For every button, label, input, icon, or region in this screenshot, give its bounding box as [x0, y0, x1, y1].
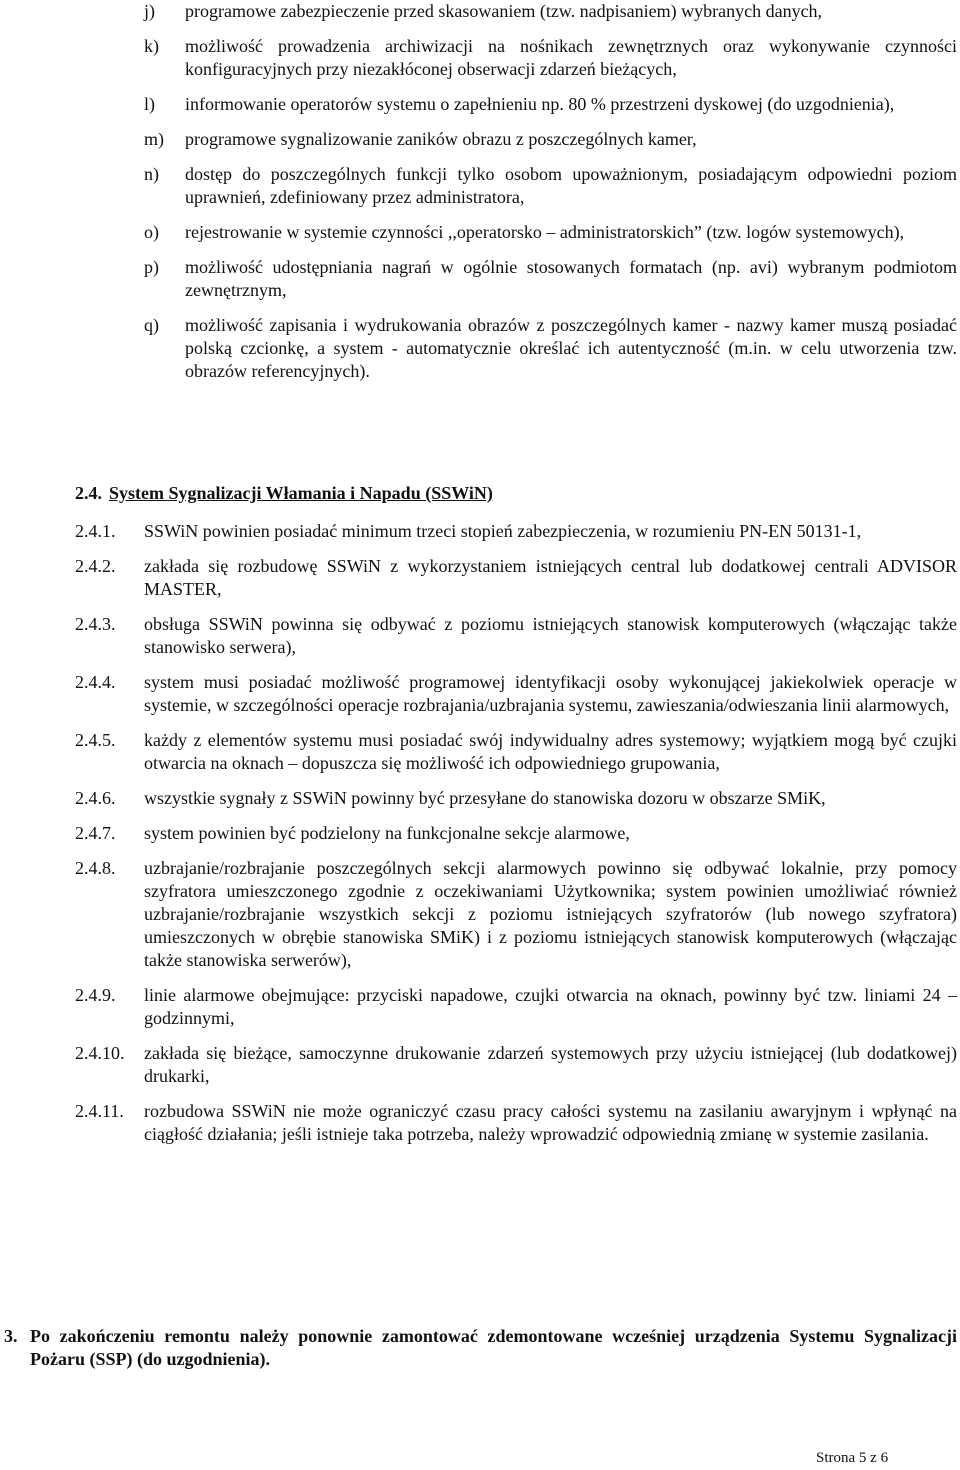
list-item	[75, 857, 957, 972]
final-item	[4, 1325, 957, 1371]
list-item-text: możliwość prowadzenia archiwizacji na nośnikach zewnętrznych oraz wykonywanie czynności konfiguracyjnych przy niezakłóconej obserwacji zdarzeń bieżących,	[185, 36, 957, 79]
page-number: Strona 5 z 6	[816, 1450, 889, 1466]
list-item-text: programowe zabezpieczenie przed skasowaniem (tzw. nadpisaniem) wybranych danych,	[185, 1, 823, 21]
list-item-label: 2.4.3.	[75, 614, 116, 634]
list-item	[144, 35, 957, 81]
list-item-label: k)	[144, 36, 159, 56]
list-item-text: możliwość zapisania i wydrukowania obrazów z poszczególnych kamer - nazwy kamer muszą posiadać polską czcionkę, a system - automatycznie określać ich autentyczność (m.in. w celu utworzenia tzw. obrazów referencyjnych).	[185, 315, 957, 381]
list-item-text: uzbrajanie/rozbrajanie poszczególnych sekcji alarmowych powinno się odbywać lokalnie, przy pomocy szyfratora umieszczonego zgodnie z oczekiwaniami Użytkownika; system powinien umożliwiać również uzbrajanie/rozbrajanie wszystkich sekcji z poziomu istniejących szyfratorów (lub nowego szyfratora) umieszczonych w obrębie stanowiska SMiK) i z poziomu istniejących stanowisk komputerowych (włączając także stanowiska serwerów),	[144, 858, 957, 970]
list-item	[144, 163, 957, 209]
list-item	[75, 555, 957, 601]
section-title: System Sygnalizacji Włamania i Napadu (SSWiN)	[109, 483, 493, 503]
final-item-label: 3.	[4, 1326, 18, 1346]
list-item	[75, 671, 957, 717]
list-item	[75, 787, 957, 810]
list-item-text: programowe sygnalizowanie zaników obrazu z poszczególnych kamer,	[185, 129, 697, 149]
list-item	[75, 984, 957, 1030]
list-item-label: 2.4.4.	[75, 672, 116, 692]
list-item	[144, 93, 957, 116]
list-item-text: zakłada się rozbudowę SSWiN z wykorzystaniem istniejących central lub dodatkowej centrali ADVISOR MASTER,	[144, 556, 957, 599]
list-item-text: rozbudowa SSWiN nie może ograniczyć czasu pracy całości systemu na zasilaniu awaryjnym i wpłynąć na ciągłość działania; jeśli istnieje taka potrzeba, należy wprowadzić odpowiednią zmianę w systemie zasilania.	[144, 1101, 957, 1144]
list-item-label: q)	[144, 315, 159, 335]
list-item	[75, 613, 957, 659]
list-item-label: 2.4.8.	[75, 858, 116, 878]
list-item-label: j)	[144, 1, 155, 21]
list-item-label: 2.4.2.	[75, 556, 116, 576]
list-item-text: dostęp do poszczególnych funkcji tylko osobom upoważnionym, posiadającym odpowiedni poziom uprawnień, zdefiniowany przez administratora,	[185, 164, 957, 207]
list-item-label: p)	[144, 257, 159, 277]
list-item-text: każdy z elementów systemu musi posiadać swój indywidualny adres systemowy; wyjątkiem mogą być czujki otwarcia na oknach – dopuszcza się możliwość ich odpowiedniego grupowania,	[144, 730, 957, 773]
list-item-text: możliwość udostępniania nagrań w ogólnie stosowanych formatach (np. avi) wybranym podmiotom zewnętrznym,	[185, 257, 957, 300]
list-item-text: informowanie operatorów systemu o zapełnieniu np. 80 % przestrzeni dyskowej (do uzgodnienia),	[185, 94, 895, 114]
list-item-text: wszystkie sygnały z SSWiN powinny być przesyłane do stanowiska dozoru w obszarze SMiK,	[144, 788, 826, 808]
page-footer	[816, 1449, 888, 1467]
final-item-text: Po zakończeniu remontu należy ponownie zamontować zdemontowane wcześniej urządzenia Systemu Sygnalizacji Pożaru (SSP) (do uzgodnienia).	[30, 1326, 957, 1369]
list-item	[75, 520, 957, 543]
letter-list	[144, 0, 957, 395]
list-item-label: 2.4.6.	[75, 788, 116, 808]
list-item	[144, 314, 957, 383]
list-item	[144, 256, 957, 302]
list-item	[75, 822, 957, 845]
list-item-label: m)	[144, 129, 164, 149]
list-item	[144, 221, 957, 244]
list-item-text: system powinien być podzielony na funkcjonalne sekcje alarmowe,	[144, 823, 630, 843]
list-item-text: zakłada się bieżące, samoczynne drukowanie zdarzeń systemowych przy użyciu istniejącej (lub dodatkowej) drukarki,	[144, 1043, 957, 1086]
list-item-text: linie alarmowe obejmujące: przyciski napadowe, czujki otwarcia na oknach, powinny być tzw. liniami 24 – godzinnymi,	[144, 985, 957, 1028]
list-item-text: system musi posiadać możliwość programowej identyfikacji osoby wykonującej jakiekolwiek operacje w systemie, w szczególności operacje rozbrajania/uzbrajania systemu, zawieszania/odwieszania linii alarmowych,	[144, 672, 957, 715]
list-item-text: obsługa SSWiN powinna się odbywać z poziomu istniejących stanowisk komputerowych (włączając także stanowisko serwera),	[144, 614, 957, 657]
list-item-label: 2.4.9.	[75, 985, 116, 1005]
section-heading: 2.4. System Sygnalizacji Włamania i Napadu (SSWiN)	[75, 483, 493, 503]
list-item-label: l)	[144, 94, 155, 114]
list-item-label: o)	[144, 222, 159, 242]
list-item	[75, 1100, 957, 1146]
list-item	[75, 1042, 957, 1088]
list-item-label: 2.4.1.	[75, 521, 116, 541]
list-item-label: n)	[144, 164, 159, 184]
list-item	[144, 128, 957, 151]
list-item	[75, 729, 957, 775]
list-item-label: 2.4.10.	[75, 1043, 125, 1063]
list-item-label: 2.4.7.	[75, 823, 116, 843]
list-item-text: rejestrowanie w systemie czynności ,,operatorsko – administratorskich” (tzw. logów systemowych),	[185, 222, 905, 242]
list-item-text: SSWiN powinien posiadać minimum trzeci stopień zabezpieczenia, w rozumieniu PN-EN 50131-1,	[144, 521, 862, 541]
numbered-list	[75, 520, 957, 1158]
list-item-label: 2.4.5.	[75, 730, 116, 750]
list-item-label: 2.4.11.	[75, 1101, 124, 1121]
list-item	[144, 0, 957, 23]
